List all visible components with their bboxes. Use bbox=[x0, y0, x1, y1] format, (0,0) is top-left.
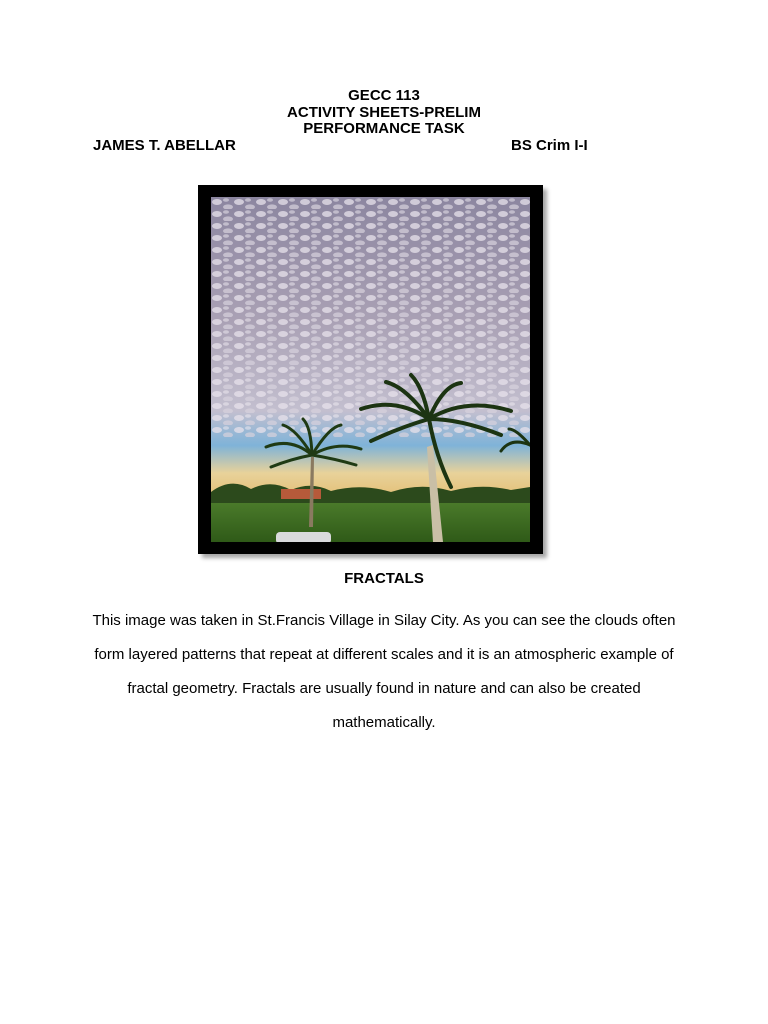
author-name: JAMES T. ABELLAR bbox=[93, 137, 236, 154]
figure-caption: FRACTALS bbox=[344, 570, 424, 587]
task-title: PERFORMANCE TASK bbox=[303, 120, 465, 137]
cloud-photo bbox=[211, 197, 530, 542]
section-label: BS Crim I-I bbox=[511, 137, 588, 154]
activity-title: ACTIVITY SHEETS-PRELIM bbox=[287, 104, 481, 121]
course-code: GECC 113 bbox=[348, 87, 420, 104]
photo-frame bbox=[198, 185, 543, 554]
body-paragraph: This image was taken in St.Francis Village in Silay City. As you can see the clouds often form layered patterns that repeat at different scales and it is an atmospheric example of fractal geometry. Fractals are usually found in nature and can also be created mathematically. bbox=[92, 612, 676, 731]
